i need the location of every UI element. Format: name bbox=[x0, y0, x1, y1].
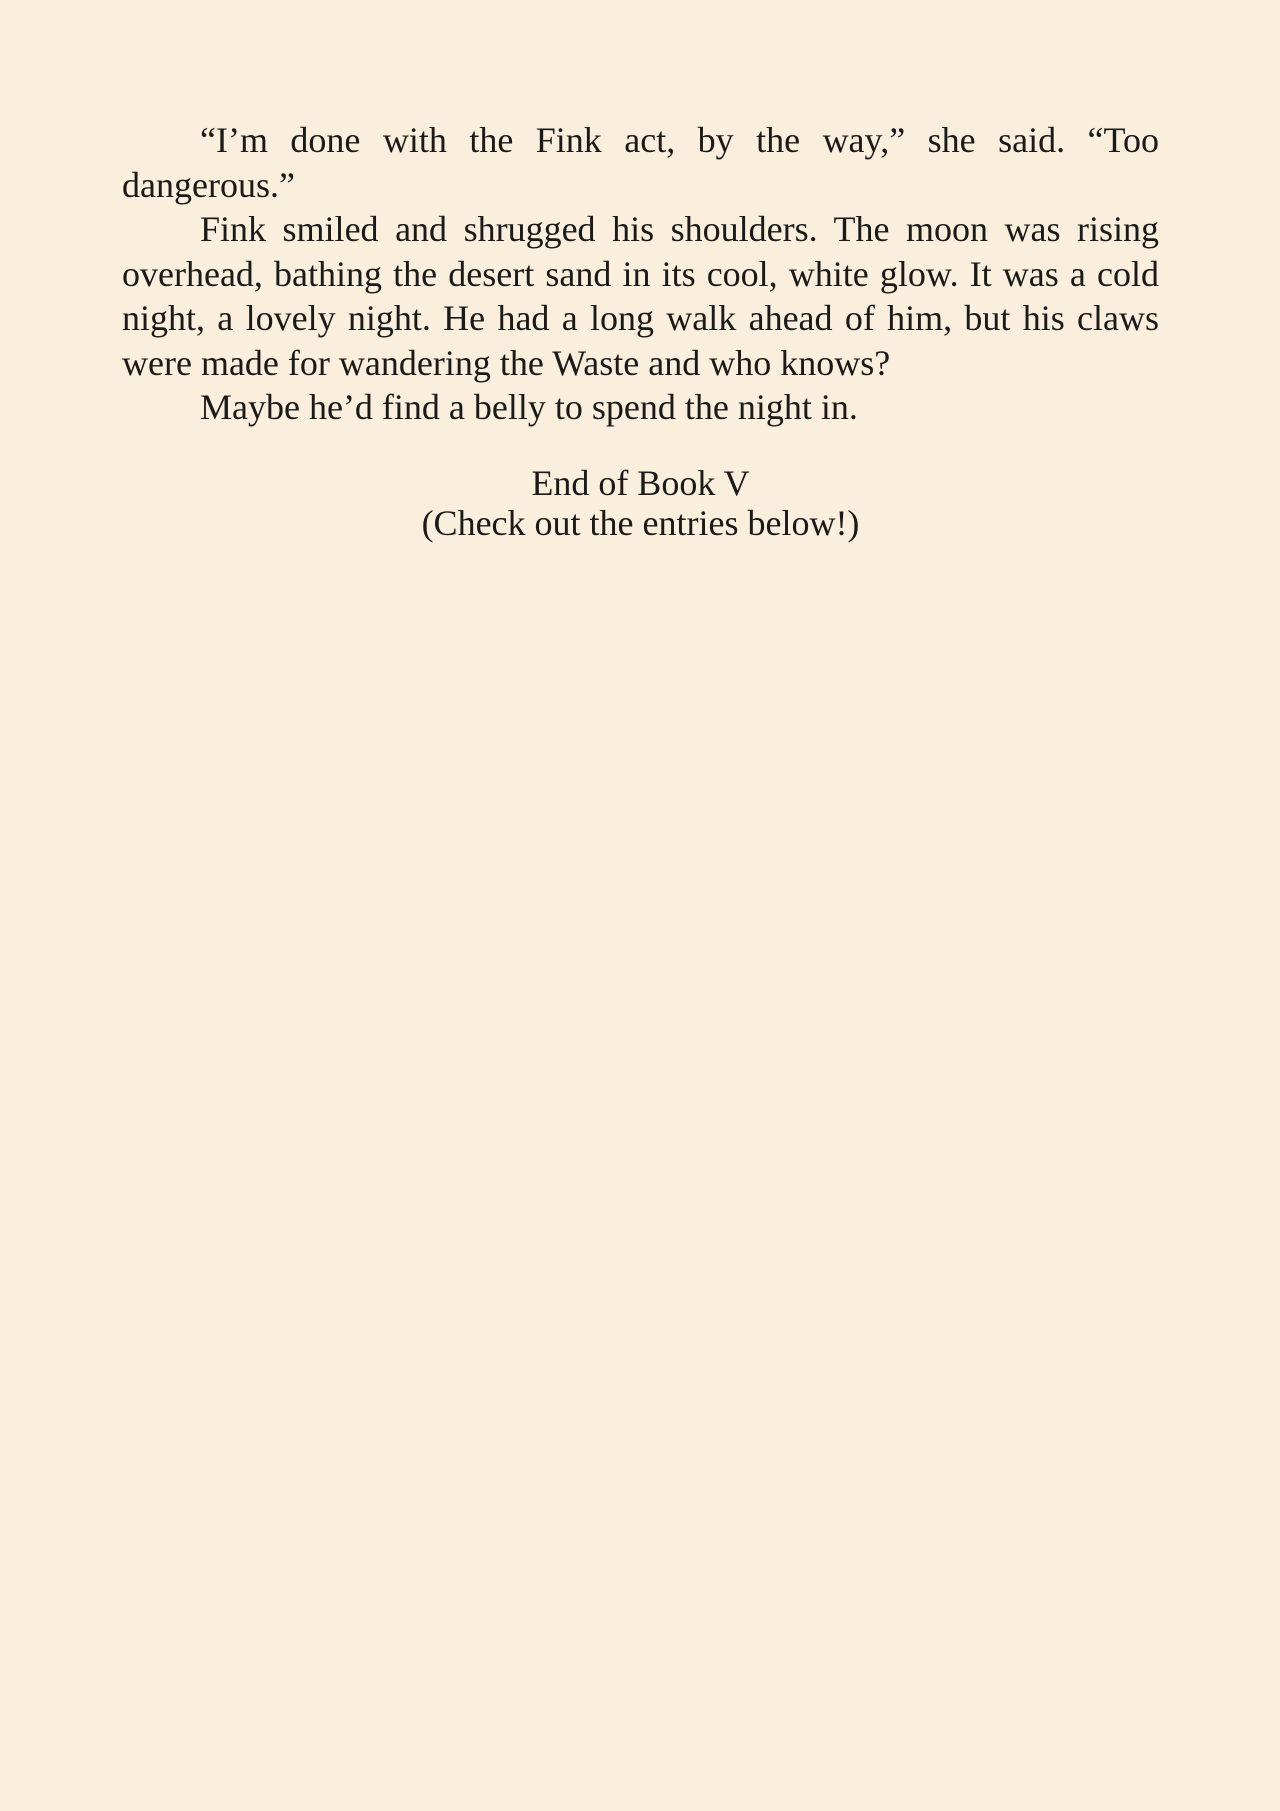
paragraph-closing-line: Maybe he’d find a belly to spend the night in. bbox=[200, 387, 858, 427]
end-of-book-title: End of Book V bbox=[531, 462, 750, 503]
paragraph-dialogue: “I’m done with the Fink act, by the way,” she said. “Too dangerous.” bbox=[122, 120, 1159, 205]
end-of-book-note: (Check out the entries below!) bbox=[421, 502, 860, 543]
paragraph-fink-walk: Fink smiled and shrugged his shoulders. The moon was rising overhead, bathing the desert sand in its cool, white glow. It was a cold night, a lovely night. He had a long walk ahead of him, but his claws were made for wandering the Waste and who knows? bbox=[122, 209, 1159, 383]
end-of-book-block bbox=[122, 463, 1159, 543]
document-page bbox=[122, 118, 1159, 543]
